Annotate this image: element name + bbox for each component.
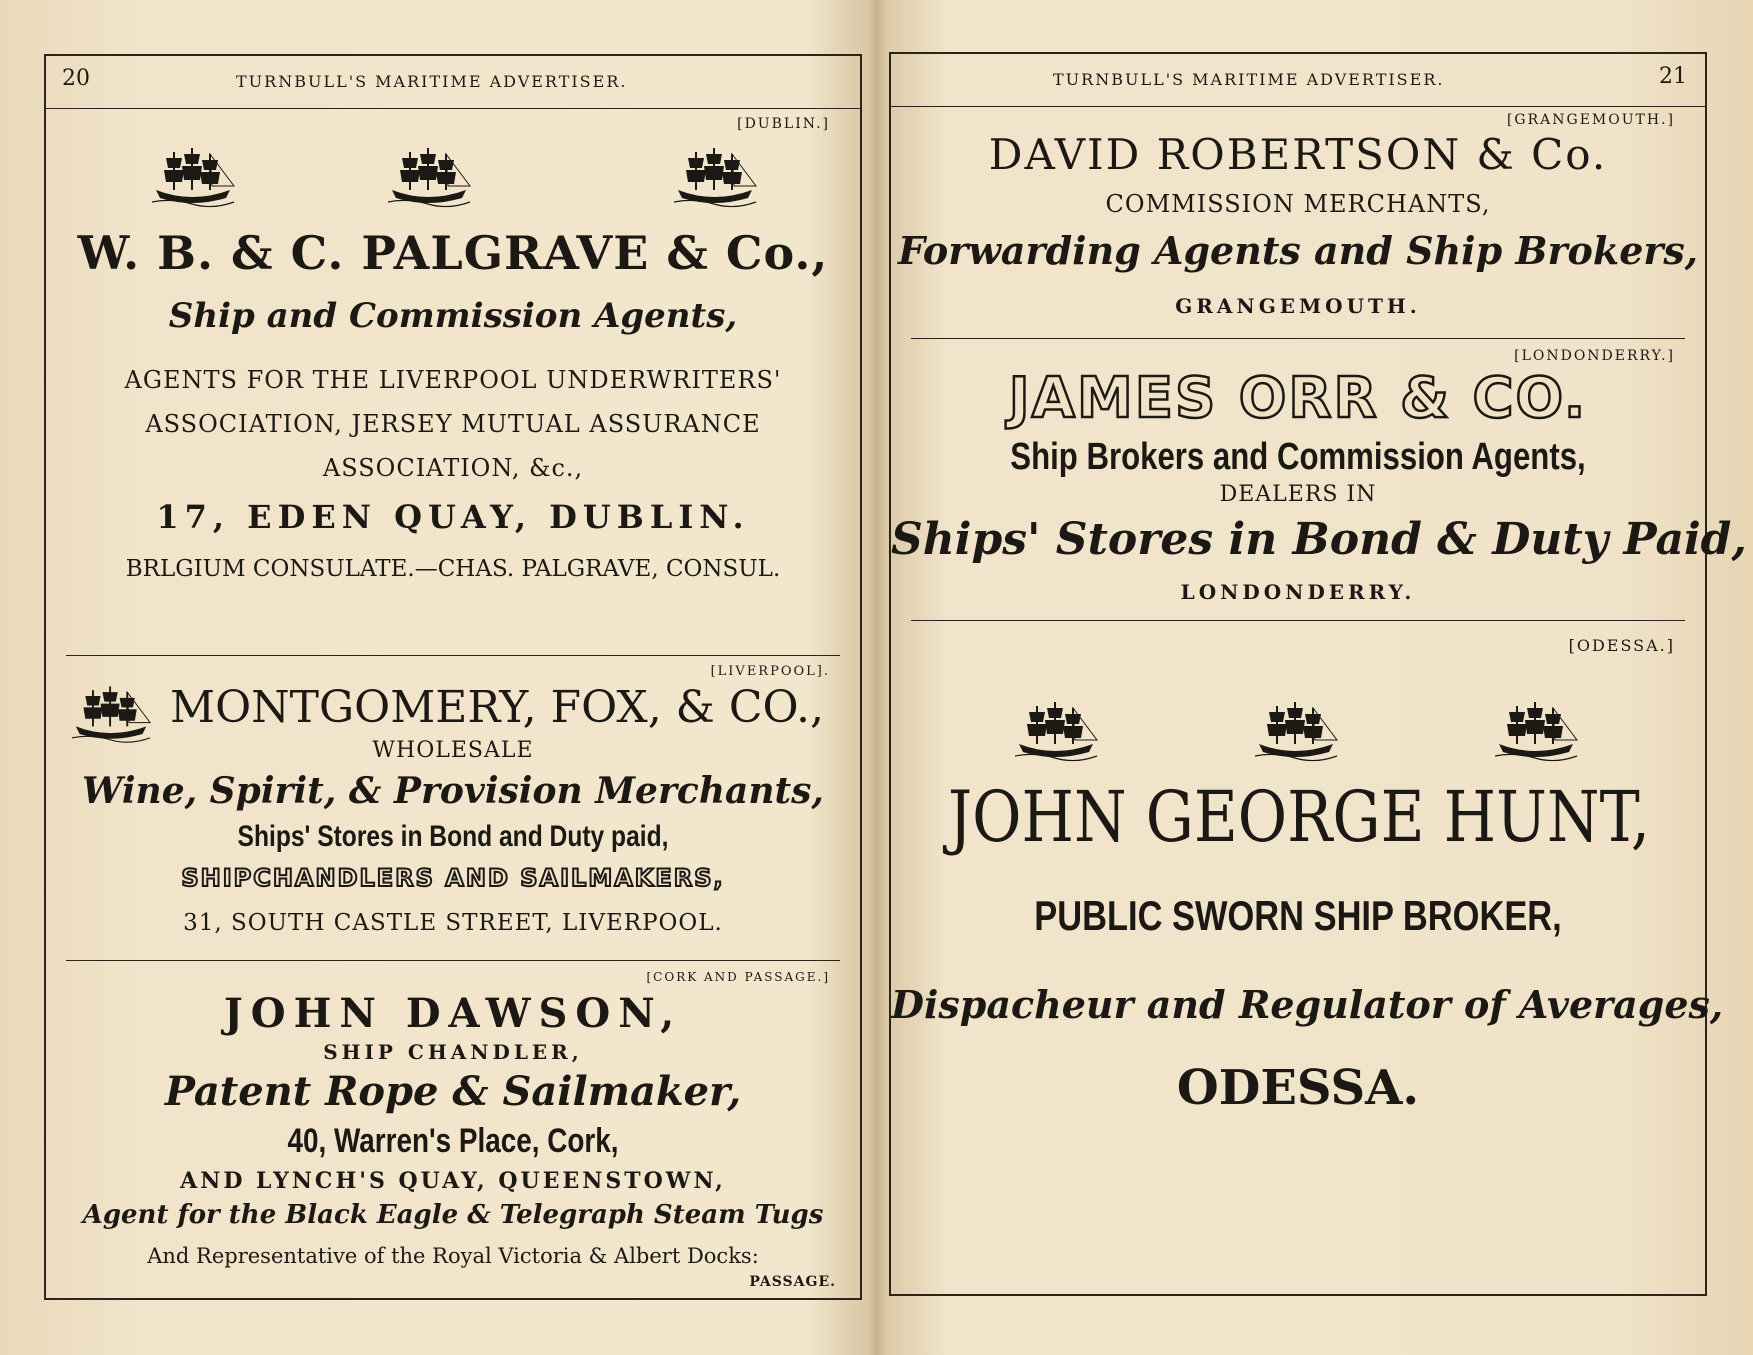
company-name: JOHN DAWSON, bbox=[223, 990, 683, 1037]
company-name: JOHN GEORGE HUNT, bbox=[947, 776, 1651, 858]
advert-orr bbox=[891, 340, 1747, 660]
company-role: PUBLIC SWORN SHIP BROKER, bbox=[1034, 892, 1562, 939]
sailing-ship-icon bbox=[1255, 700, 1339, 764]
address-cork: 40, Warren's Place, Cork, bbox=[287, 1122, 619, 1160]
agents-line: ASSOCIATION, JERSEY MUTUAL ASSURANCE bbox=[145, 410, 761, 438]
trade-line: Forwarding Agents and Ship Brokers, bbox=[897, 228, 1699, 273]
chandler-label: SHIP CHANDLER, bbox=[323, 1040, 583, 1064]
company-role: Ship Brokers and Commission Agents, bbox=[1010, 436, 1586, 478]
divider bbox=[911, 338, 1685, 339]
company-role: COMMISSION MERCHANTS, bbox=[1105, 190, 1491, 218]
right-page-frame bbox=[889, 52, 1747, 1296]
location-tag: [LONDONDERRY.] bbox=[1514, 348, 1675, 364]
agents-line: AGENTS FOR THE LIVERPOOL UNDERWRITERS' bbox=[124, 366, 782, 394]
left-page-frame bbox=[44, 54, 862, 1300]
sailing-ship-icon bbox=[388, 146, 472, 210]
place-label: LONDONDERRY. bbox=[1180, 580, 1416, 604]
place-label: GRANGEMOUTH. bbox=[1175, 294, 1421, 318]
stores-line: Ships' Stores in Bond & Duty Paid, bbox=[891, 514, 1747, 565]
advert-montgomery bbox=[46, 656, 860, 976]
address: 17, EDEN QUAY, DUBLIN. bbox=[156, 498, 750, 536]
location-tag: [DUBLIN.] bbox=[737, 116, 830, 132]
dealers-label: DEALERS IN bbox=[1219, 482, 1377, 507]
running-title: TURNBULL'S MARITIME ADVERTISER. bbox=[1053, 70, 1445, 89]
agents-line: ASSOCIATION, &c., bbox=[322, 454, 584, 482]
trade-line: Dispacheur and Regulator of Averages, bbox=[891, 982, 1724, 1027]
address-queenstown: AND LYNCH'S QUAY, QUEENSTOWN, bbox=[180, 1168, 726, 1194]
representative-line: And Representative of the Royal Victoria & Albert Docks: bbox=[147, 1244, 759, 1268]
divider bbox=[66, 960, 840, 961]
passage-label: PASSAGE. bbox=[749, 1274, 836, 1290]
sailing-ship-icon bbox=[152, 146, 236, 210]
running-head bbox=[46, 56, 860, 109]
sailing-ship-icon bbox=[1015, 700, 1099, 764]
address: 31, SOUTH CASTLE STREET, LIVERPOOL. bbox=[183, 910, 723, 936]
location-tag: [GRANGEMOUTH.] bbox=[1506, 112, 1675, 128]
consulate-line: BRLGIUM CONSULATE.—CHAS. PALGRAVE, CONSUL. bbox=[125, 556, 781, 582]
page-number: 21 bbox=[1659, 64, 1687, 89]
advert-palgrave bbox=[46, 108, 860, 708]
wholesale-label: WHOLESALE bbox=[372, 738, 534, 763]
sailing-ship-icon bbox=[674, 146, 758, 210]
trade-line: Wine, Spirit, & Provision Merchants, bbox=[82, 770, 824, 812]
company-role: Ship and Commission Agents, bbox=[168, 296, 738, 336]
left-page bbox=[0, 0, 876, 1355]
advert-hunt bbox=[891, 620, 1724, 1290]
company-name: JAMES ORR & CO. bbox=[1008, 366, 1588, 431]
page-number: 20 bbox=[62, 66, 90, 91]
place-label: ODESSA. bbox=[1176, 1060, 1420, 1116]
company-name: DAVID ROBERTSON & Co. bbox=[988, 130, 1608, 179]
running-head bbox=[891, 54, 1705, 107]
stores-line: Ships' Stores in Bond and Duty paid, bbox=[237, 820, 669, 853]
location-tag: [LIVERPOOL]. bbox=[710, 664, 830, 679]
location-tag: [ODESSA.] bbox=[1568, 636, 1675, 655]
advert-dawson bbox=[46, 962, 860, 1292]
location-tag: [CORK AND PASSAGE.] bbox=[646, 970, 830, 984]
company-name: MONTGOMERY, FOX, & CO., bbox=[170, 682, 824, 733]
running-title: TURNBULL'S MARITIME ADVERTISER. bbox=[236, 72, 628, 91]
sailing-ship-icon bbox=[1495, 700, 1579, 764]
trade-line: Patent Rope & Sailmaker, bbox=[164, 1068, 742, 1115]
company-name: W. B. & C. PALGRAVE & Co., bbox=[77, 226, 829, 280]
right-page bbox=[877, 0, 1753, 1355]
agent-line: Agent for the Black Eagle & Telegraph Steam Tugs bbox=[82, 1200, 824, 1230]
chandlers-line: SHIPCHANDLERS AND SAILMAKERS, bbox=[181, 864, 725, 892]
